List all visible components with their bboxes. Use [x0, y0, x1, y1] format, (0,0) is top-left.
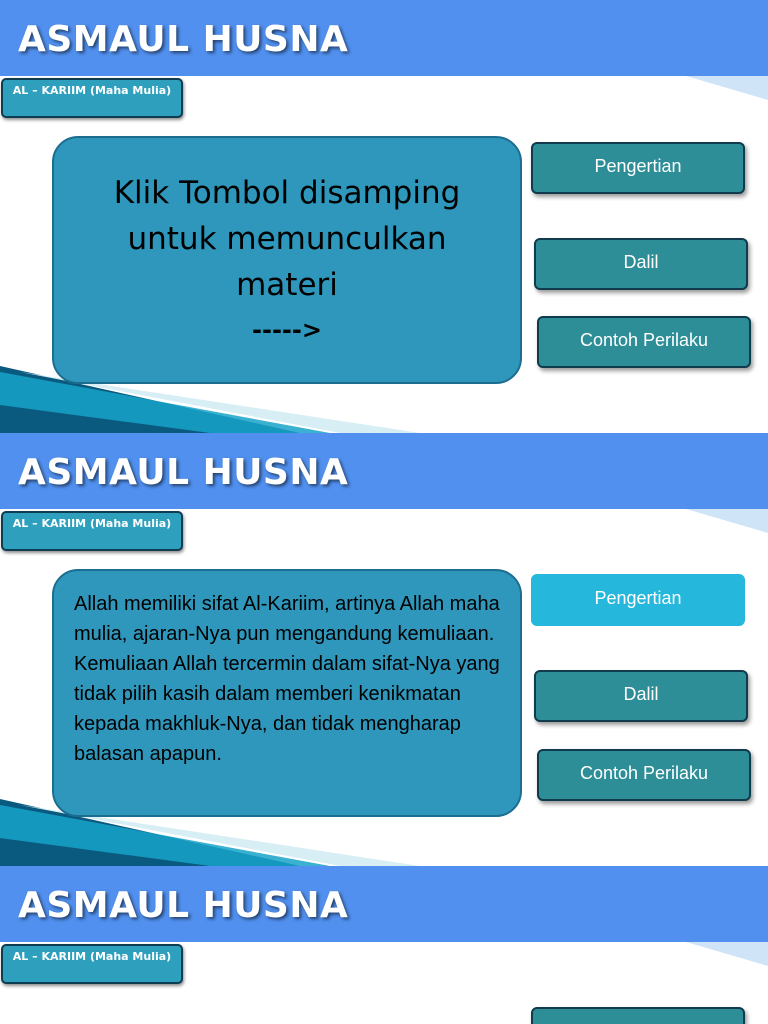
topic-label: AL – KARIIM (Maha Mulia) [1, 78, 183, 118]
topic-label: AL – KARIIM (Maha Mulia) [1, 944, 183, 984]
definition-text: Allah memiliki sifat Al-Kariim, artinya Allah maha mulia, ajaran-Nya pun mengandung kemuliaan. Kemuliaan Allah tercermin dalam sifat-Nya yang tidak pilih kasih dalam memberi kenikmatan kepada makhluk-Nya, dan tidak mengharap balasan apapun. [74, 593, 500, 765]
slide-2 [0, 433, 768, 866]
slide-3 [0, 866, 768, 1024]
contoh-perilaku-button[interactable]: Contoh Perilaku [537, 316, 751, 368]
intro-line: untuk memunculkan [127, 221, 447, 257]
topic-label: AL – KARIIM (Maha Mulia) [1, 511, 183, 551]
content-box [52, 569, 522, 817]
arrow-text: -----> [252, 316, 322, 344]
intro-line: Klik Tombol disamping [113, 175, 461, 211]
pengertian-button[interactable] [531, 1007, 745, 1024]
intro-line: materi [236, 267, 338, 303]
dalil-button[interactable]: Dalil [534, 670, 748, 722]
slide-1 [0, 0, 768, 433]
contoh-perilaku-button[interactable]: Contoh Perilaku [537, 749, 751, 801]
slide-title: ASMAUL HUSNA [18, 885, 349, 926]
dalil-button[interactable]: Dalil [534, 238, 748, 290]
pengertian-button[interactable]: Pengertian [531, 142, 745, 194]
content-box [52, 136, 522, 384]
slide-title: ASMAUL HUSNA [18, 19, 349, 60]
pengertian-button[interactable]: Pengertian [531, 574, 745, 626]
slide-title: ASMAUL HUSNA [18, 452, 349, 493]
intro-text [54, 170, 520, 352]
